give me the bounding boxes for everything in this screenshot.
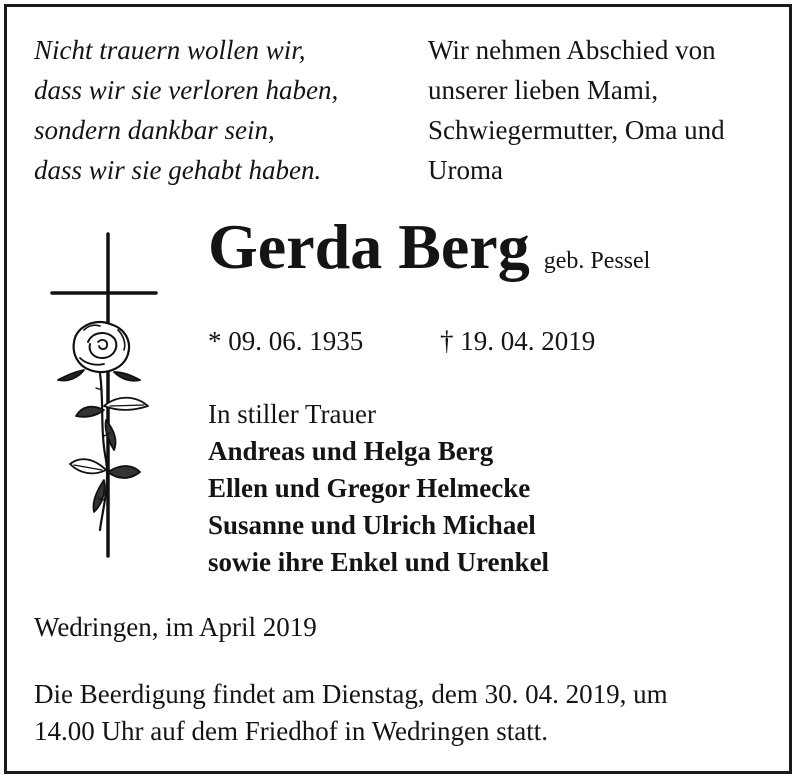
funeral-line: Die Beerdigung findet am Dienstag, dem 30. 04. 2019, um bbox=[34, 679, 668, 709]
mourners bbox=[208, 396, 549, 581]
deceased-name-row bbox=[208, 210, 650, 284]
poem bbox=[34, 30, 338, 190]
farewell-notice bbox=[428, 30, 725, 190]
notice-line: Uroma bbox=[428, 155, 503, 185]
mourners-intro: In stiller Trauer bbox=[208, 399, 376, 429]
maiden-name: geb. Pessel bbox=[543, 248, 651, 274]
poem-line: dass wir sie verloren haben, bbox=[34, 75, 339, 105]
notice-line: Schwiegermutter, Oma und bbox=[428, 115, 725, 145]
deceased-name: Gerda Berg bbox=[208, 211, 530, 282]
death-date: † 19. 04. 2019 bbox=[440, 326, 596, 356]
place-and-date: Wedringen, im April 2019 bbox=[34, 612, 317, 642]
notice-line: unserer lieben Mami, bbox=[428, 75, 659, 105]
mourner-name: sowie ihre Enkel und Urenkel bbox=[208, 547, 550, 577]
cross-with-rose-icon bbox=[44, 230, 174, 560]
poem-line: Nicht trauern wollen wir, bbox=[34, 35, 306, 65]
mourner-name: Andreas und Helga Berg bbox=[208, 436, 494, 466]
notice-line: Wir nehmen Abschied von bbox=[428, 35, 716, 65]
birth-date: * 09. 06. 1935 bbox=[208, 326, 364, 356]
funeral-info bbox=[34, 676, 668, 750]
poem-line: dass wir sie gehabt haben. bbox=[34, 155, 322, 185]
mourner-name: Susanne und Ulrich Michael bbox=[208, 510, 536, 540]
funeral-line: 14.00 Uhr auf dem Friedhof in Wedringen statt. bbox=[34, 716, 548, 746]
mourner-name: Ellen und Gregor Helmecke bbox=[208, 473, 531, 503]
poem-line: sondern dankbar sein, bbox=[34, 115, 275, 145]
